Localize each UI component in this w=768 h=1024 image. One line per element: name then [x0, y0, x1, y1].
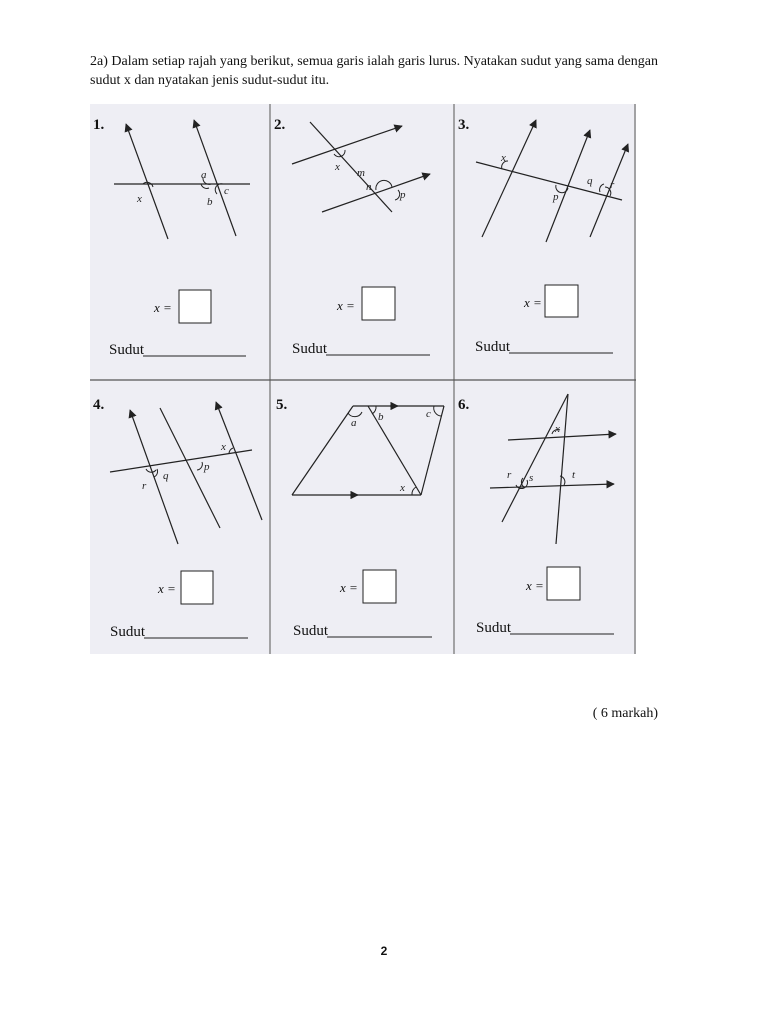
parallel-line-left [126, 124, 168, 239]
parallel-line-bottom [322, 174, 430, 212]
parallel-line-top [292, 126, 402, 164]
answer-box-1[interactable] [179, 290, 211, 323]
diagonal-line [368, 406, 421, 495]
x-equals-label: x = [337, 298, 355, 313]
transversal-line [110, 450, 252, 472]
x-equals-label: x = [340, 580, 358, 595]
answer-box-2[interactable] [362, 287, 395, 320]
angle-label-x: x [221, 441, 226, 453]
sudut-label: Sudut [109, 342, 145, 358]
angle-label-b: b [378, 411, 384, 423]
sudut-label: Sudut [476, 620, 512, 636]
panel-number: 3. [458, 117, 470, 133]
transversal-right [556, 394, 568, 544]
angle-label-c: c [426, 408, 431, 420]
sudut-label: Sudut [293, 623, 329, 639]
transversal-line [310, 122, 392, 212]
angle-label-q: q [163, 470, 169, 482]
parallel-line-2 [546, 130, 590, 242]
side-left [292, 406, 353, 495]
panel-number: 1. [93, 117, 105, 133]
angle-label-x: x [335, 161, 340, 173]
angle-label-r: r [142, 480, 147, 492]
angle-label-x: x [501, 152, 506, 164]
angle-arc-c [434, 406, 441, 416]
angle-label-x: x [137, 193, 142, 205]
answer-box-5[interactable] [363, 570, 396, 603]
x-equals-label: x = [524, 295, 542, 310]
angle-diagrams-figure [90, 104, 636, 654]
parallel-line-top [508, 434, 616, 440]
angle-label-b: b [207, 196, 213, 208]
panel-3 [458, 117, 628, 355]
panel-number: 2. [274, 117, 286, 133]
x-equals-label: x = [526, 578, 544, 593]
question-text: 2a) Dalam setiap rajah yang berikut, semua garis ialah garis lurus. Nyatakan sudut yang sama dengan sudut x dan nyatakan jenis sudut-sudut itu. [90, 54, 658, 88]
sudut-label: Sudut [292, 341, 328, 357]
transversal-left [502, 394, 568, 522]
sudut-label: Sudut [110, 624, 146, 640]
parallel-line-3 [216, 402, 262, 520]
parallel-line-2 [160, 408, 220, 528]
angle-label-n: n [366, 181, 372, 193]
parallel-line-bottom [490, 484, 614, 488]
angle-label-q: q [587, 175, 593, 187]
panel-number: 5. [276, 397, 288, 413]
parallel-line-1 [482, 120, 536, 237]
transversal-line [476, 162, 622, 200]
angle-label-c: c [224, 185, 229, 197]
panel-6 [458, 394, 616, 636]
angle-label-r: r [507, 469, 512, 481]
panel-2 [274, 117, 430, 357]
angle-label-a: a [351, 417, 357, 429]
answer-box-4[interactable] [181, 571, 213, 604]
angle-label-r: r [610, 179, 615, 191]
marks-label: ( 6 markah) [592, 706, 658, 721]
angle-label-x: x [400, 482, 405, 494]
panel-5 [276, 397, 444, 639]
panel-1 [93, 117, 250, 358]
panel-number: 4. [93, 397, 105, 413]
side-right [421, 406, 444, 495]
panel-number: 6. [458, 397, 470, 413]
angle-arc-p [395, 190, 400, 200]
angle-label-t: t [572, 469, 576, 481]
angle-diagrams-svg [90, 104, 636, 654]
angle-arc-p [197, 462, 202, 470]
angle-label-p: p [400, 189, 406, 201]
panel-4 [93, 397, 262, 640]
page-number: 2 [380, 944, 388, 958]
angle-label-m: m [357, 167, 365, 179]
answer-box-6[interactable] [547, 567, 580, 600]
angle-label-p: p [204, 461, 210, 473]
angle-arc-x [412, 487, 416, 495]
answer-box-3[interactable] [545, 285, 578, 317]
sudut-label: Sudut [475, 339, 511, 355]
angle-arc-q [600, 184, 604, 192]
angle-label-s: s [529, 472, 534, 484]
parallel-line-3 [590, 144, 628, 237]
x-equals-label: x = [158, 581, 176, 596]
angle-label-x: x [555, 423, 560, 435]
angle-label-a: a [201, 169, 207, 181]
angle-arc-a [348, 412, 362, 417]
angle-label-p: p [553, 191, 559, 203]
x-equals-label: x = [154, 300, 172, 315]
